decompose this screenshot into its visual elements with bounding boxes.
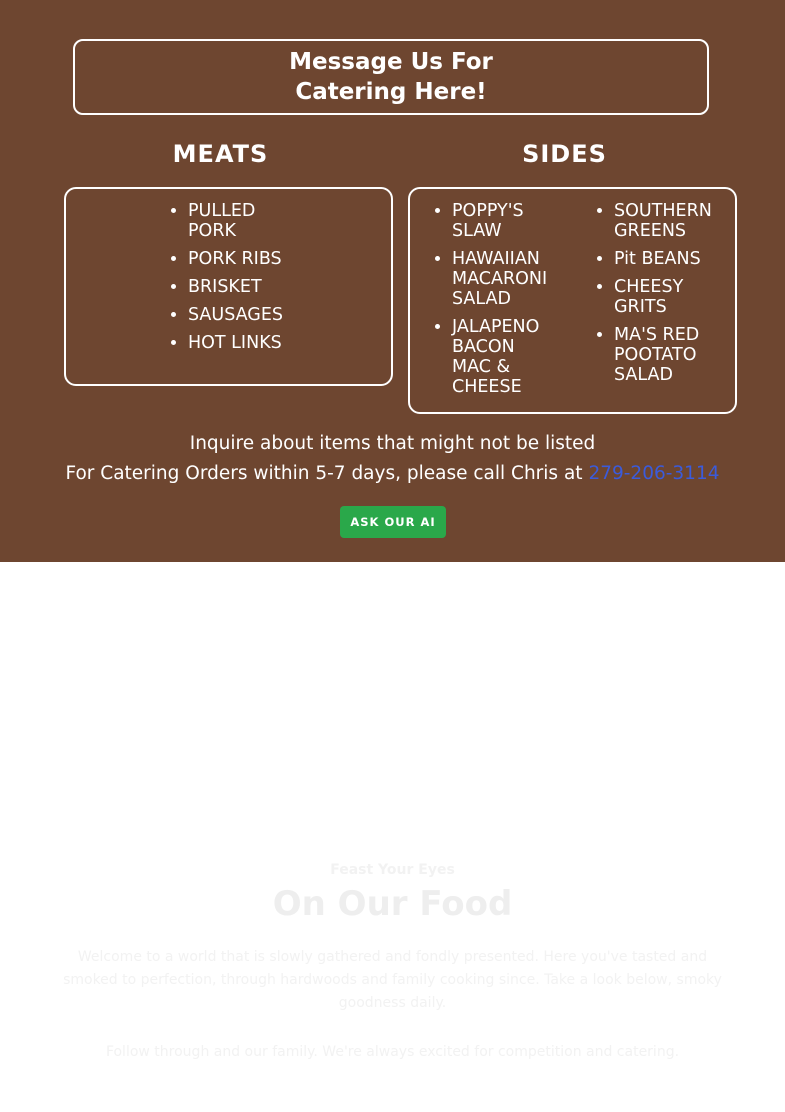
- meats-title: MEATS: [172, 140, 269, 168]
- sides-title: SIDES: [522, 140, 607, 168]
- list-item: • PORK RIBS: [188, 249, 348, 269]
- list-item: • Pit BEANS: [614, 249, 729, 269]
- list-item: • PULLED PORK: [188, 201, 258, 241]
- sides-list-right: [592, 201, 729, 393]
- list-item: • BRISKET: [188, 277, 348, 297]
- list-item: • HOT LINKS: [188, 333, 348, 353]
- feast-paragraph: Welcome to a world that is slowly gathered and fondly presented. Here you've tasted and smoked to perfection, through hardwoods and family cooking since. Take a look below, smoky goodness daily.: [63, 949, 722, 1011]
- list-item: • MA'S RED POOTATO SALAD: [614, 325, 709, 385]
- sides-box: [408, 187, 737, 414]
- meats-box: [64, 187, 393, 386]
- message-catering-label: Message Us For Catering Here!: [289, 49, 493, 105]
- list-item: • SAUSAGES: [188, 305, 348, 325]
- feast-title: On Our Food: [272, 884, 513, 924]
- list-item: • JALAPENO BACON MAC & CHEESE: [452, 317, 547, 397]
- sides-list-left: [430, 201, 567, 405]
- list-item: • SOUTHERN GREENS: [614, 201, 729, 241]
- ask-ai-button[interactable]: ASK OUR AI: [340, 506, 446, 538]
- inquire-text: Inquire about items that might not be listed: [189, 433, 596, 454]
- list-item: • POPPY'S SLAW: [452, 201, 567, 241]
- meats-list: [166, 201, 348, 361]
- list-item: • CHEESY GRITS: [614, 277, 694, 317]
- feast-eyebrow: Feast Your Eyes: [330, 862, 455, 878]
- list-item: • HAWAIIAN MACARONI SALAD: [452, 249, 567, 309]
- phone-link[interactable]: 279-206-3114: [588, 463, 720, 484]
- orders-text: For Catering Orders within 5-7 days, please call Chris at: [65, 463, 583, 484]
- message-catering-button[interactable]: [73, 39, 709, 115]
- feast-tagline: Follow through and our family. We're always excited for competition and catering.: [105, 1044, 680, 1060]
- orders-line: [0, 459, 785, 489]
